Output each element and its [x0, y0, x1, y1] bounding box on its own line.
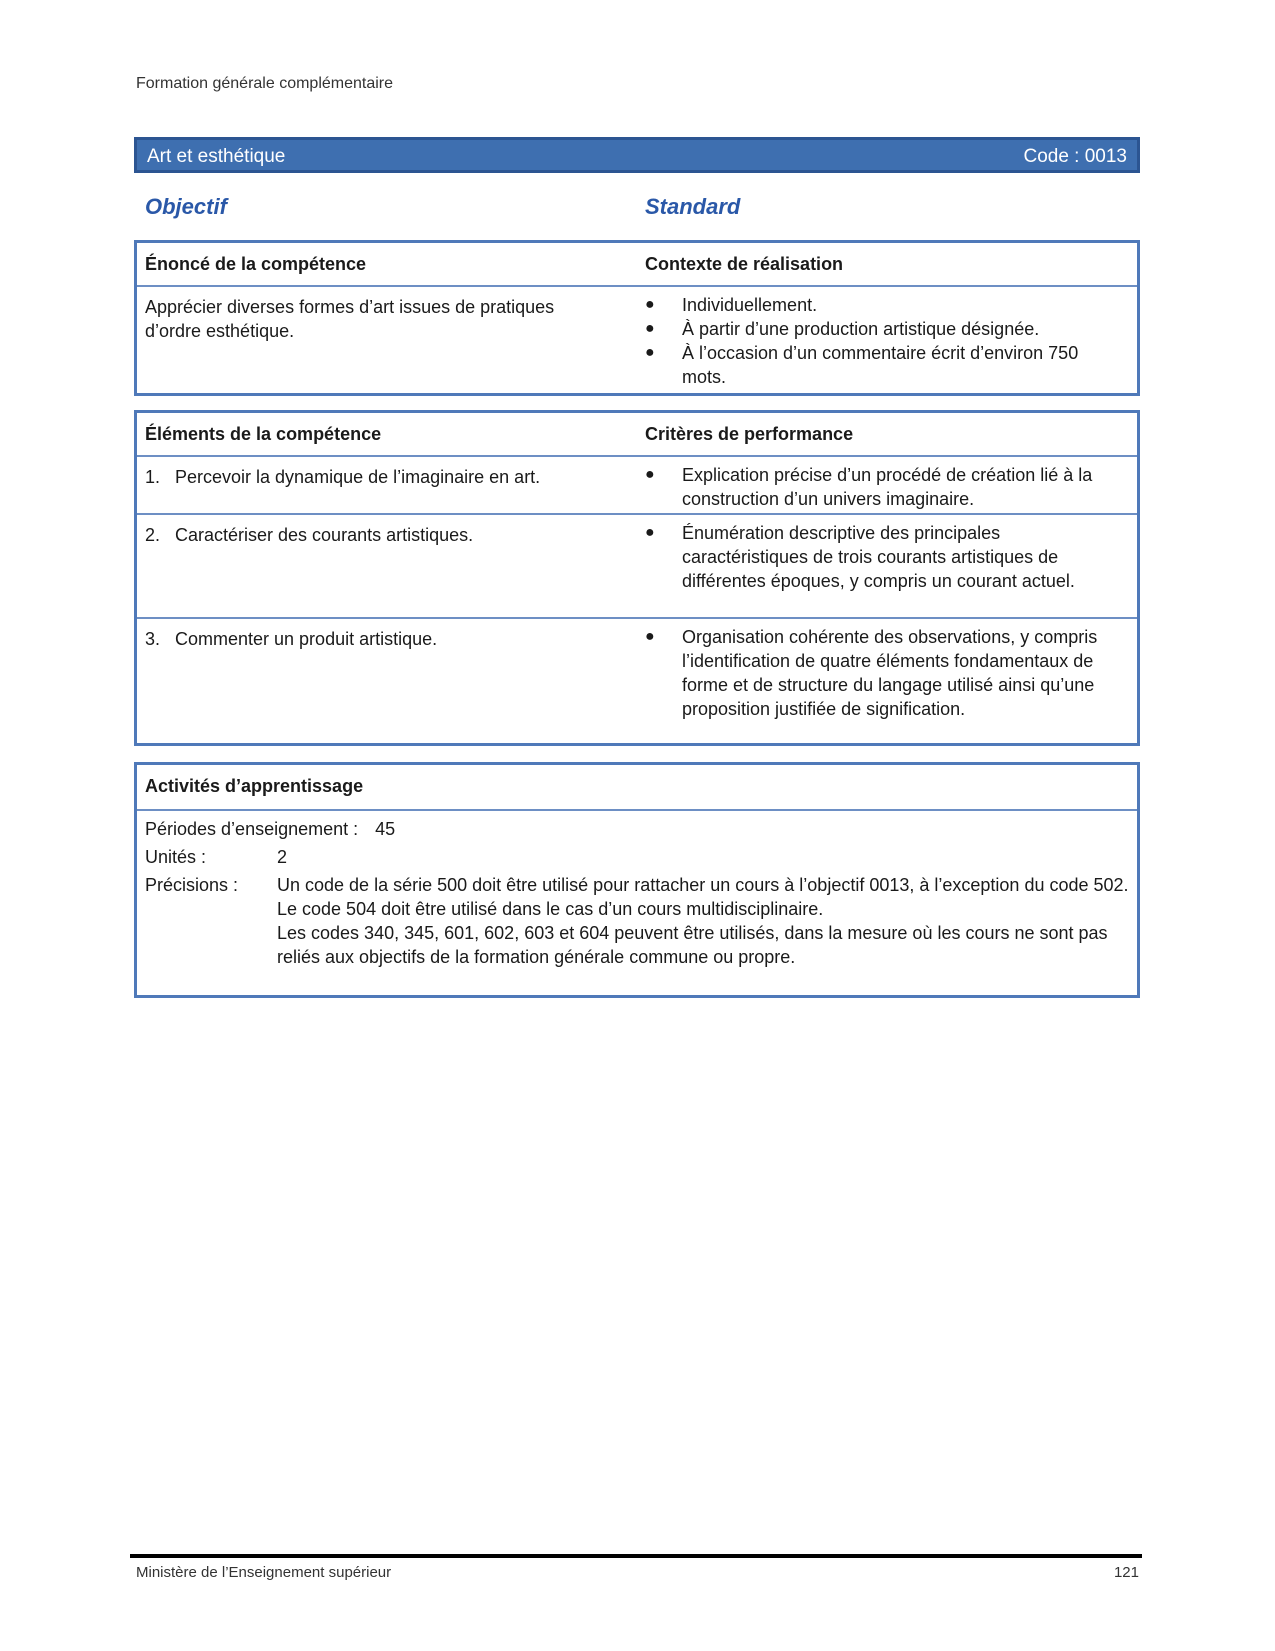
bullet-icon: ●: [645, 524, 655, 541]
periodes-line: [145, 817, 1137, 841]
activites-box-header: [137, 765, 1137, 811]
element-number: 2.: [145, 525, 161, 545]
page-number: 121: [1113, 1564, 1139, 1581]
table-row: [137, 513, 1137, 617]
bullet-icon: ●: [645, 344, 655, 361]
bullet-icon: ●: [645, 296, 655, 313]
title-bar: [134, 137, 1140, 173]
element-number: 3.: [145, 629, 161, 649]
element-text: [145, 465, 615, 489]
unites-label: Unités :: [145, 847, 207, 867]
elements-box-header: [137, 413, 1137, 457]
list-item: [645, 521, 1125, 593]
element-text: [145, 523, 615, 547]
periodes-value: 45: [375, 819, 396, 839]
list-item: [645, 625, 1125, 721]
objectif-heading: Objectif: [145, 194, 227, 219]
enonce-row: [137, 287, 1137, 395]
unites-value: 2: [277, 847, 288, 867]
critere-text: Énumération descriptive des principales caractéristiques de trois courants artistiques de différentes époques, y compris un courant actuel.: [682, 523, 1075, 591]
course-code: Code : 0013: [1023, 146, 1127, 167]
table-row: [137, 617, 1137, 745]
elements-box: [134, 410, 1140, 746]
contexte-list: [645, 293, 1125, 389]
contexte-text: À partir d’une production artistique désignée.: [682, 319, 1040, 339]
footer-rule: [130, 1554, 1142, 1558]
element-label: Caractériser des courants artistiques.: [175, 525, 474, 545]
activites-box: [134, 762, 1140, 998]
elements-header: Éléments de la compétence: [145, 424, 382, 444]
critere-cell: [645, 521, 1125, 593]
table-row: [137, 457, 1137, 513]
critere-text: Organisation cohérente des observations, y compris l’identification de quatre éléments fondamentaux de forme et de structure du langage utilisé ainsi qu’une proposition justifiée de signification.: [682, 627, 1098, 719]
critere-cell: [645, 463, 1125, 511]
criteres-header: Critères de performance: [645, 424, 854, 444]
competence-statement: Apprécier diverses formes d’art issues de pratiques d’ordre esthétique.: [145, 297, 555, 341]
critere-text: Explication précise d’un procédé de création lié à la construction d’un univers imaginaire.: [682, 465, 1093, 509]
list-item: [645, 317, 1125, 341]
precision-item: Le code 504 doit être utilisé dans le cas d’un cours multidisciplinaire.: [277, 899, 824, 919]
contexte-text: Individuellement.: [682, 295, 818, 315]
list-item: [645, 463, 1125, 511]
precisions-list: [277, 873, 1137, 969]
precision-item: Les codes 340, 345, 601, 602, 603 et 604 peuvent être utilisés, dans la mesure où les cours ne sont pas reliés aux objectifs de la formation générale commune ou propre.: [277, 923, 1108, 967]
bullet-icon: ●: [645, 466, 655, 483]
element-label: Percevoir la dynamique de l’imaginaire en art.: [175, 467, 541, 487]
element-label: Commenter un produit artistique.: [175, 629, 438, 649]
footer-ministry: Ministère de l’Enseignement supérieur: [136, 1564, 392, 1581]
element-number: 1.: [145, 467, 161, 487]
activites-header: Activités d’apprentissage: [145, 776, 364, 796]
critere-cell: [645, 625, 1125, 721]
periodes-label: Périodes d’enseignement :: [145, 819, 359, 839]
enonce-header: Énoncé de la compétence: [145, 254, 367, 274]
course-title: Art et esthétique: [147, 146, 286, 167]
standard-heading: Standard: [645, 194, 741, 219]
enonce-box: [134, 240, 1140, 396]
list-item: [645, 293, 1125, 317]
list-item: [645, 341, 1125, 389]
precision-item: Un code de la série 500 doit être utilisé pour rattacher un cours à l’objectif 0013, à l’exception du code 502.: [277, 875, 1129, 895]
element-text: [145, 627, 615, 651]
precisions-block: [145, 873, 1137, 969]
running-head: Formation générale complémentaire: [136, 75, 394, 92]
contexte-text: À l’occasion d’un commentaire écrit d’environ 750 mots.: [682, 343, 1079, 387]
bullet-icon: ●: [645, 320, 655, 337]
precisions-label: Précisions :: [145, 875, 239, 895]
unites-line: [145, 845, 1137, 869]
enonce-box-header: [137, 243, 1137, 287]
activites-content: [137, 811, 1137, 969]
bullet-icon: ●: [645, 628, 655, 645]
contexte-header: Contexte de réalisation: [645, 254, 844, 274]
